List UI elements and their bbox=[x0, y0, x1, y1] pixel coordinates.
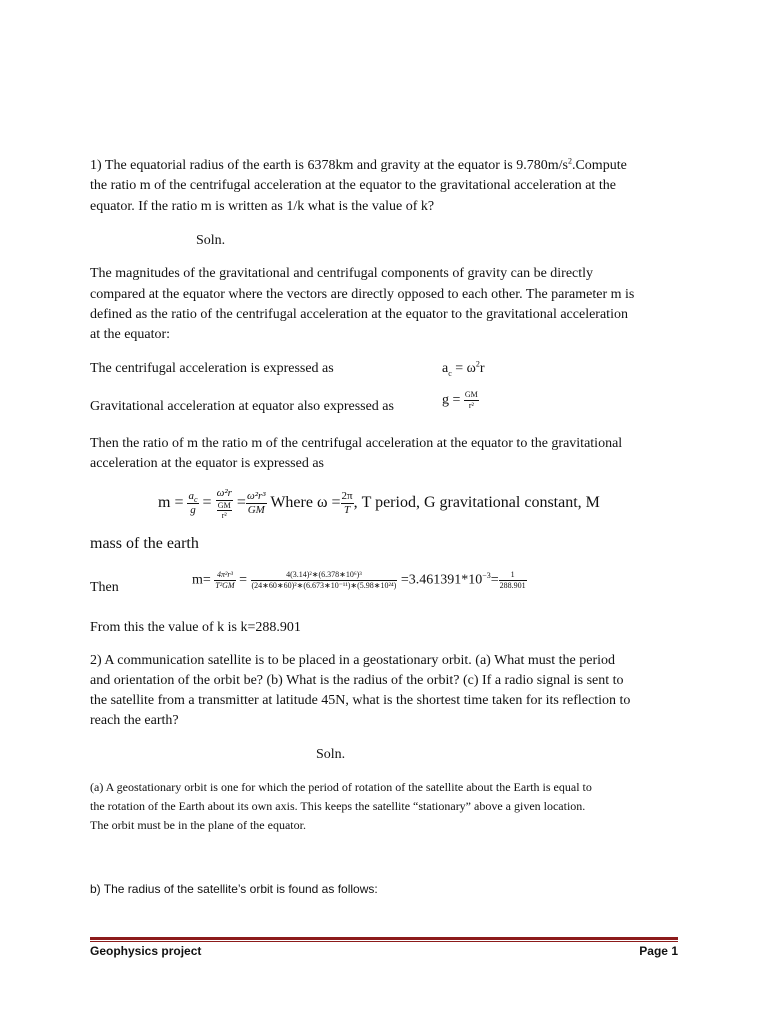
centrifugal-text: The centrifugal acceleration is expressed as bbox=[90, 361, 334, 376]
part-a-line-2: the rotation of the Earth about its own axis. This keeps the satellite “stationary” above a given location. bbox=[90, 799, 586, 813]
part-a-line-3: The orbit must be in the plane of the equator. bbox=[90, 818, 306, 832]
q2-soln: Soln. bbox=[316, 747, 346, 762]
q2-line-1: 2) A communication satellite is to be placed in a geostationary orbit. (a) What must the period bbox=[90, 653, 615, 668]
footer-rule bbox=[90, 937, 678, 940]
part-b: b) The radius of the satellite’s orbit is found as follows: bbox=[90, 882, 378, 896]
centrifugal-formula: $a_c = \omega^2r$ bbox=[442, 359, 485, 378]
intro-line-1: The magnitudes of the gravitational and centrifugal components of gravity can be directly bbox=[90, 266, 594, 281]
q1-line-1: 1) The equatorial radius of the earth is 6378km and gravity at the equator is $9.780m/s^2.Compute$ bbox=[90, 156, 627, 173]
intro-line-2: compared at the equator where the vectors are directly opposed to each other. The parameter m is bbox=[90, 287, 635, 302]
q1-line-3: equator. If the ratio m is written as 1/k what is the value of k? bbox=[90, 199, 435, 214]
q1-line-2: the ratio m of the centrifugal acceleration at the equator to the gravitational acceleration at the bbox=[90, 178, 616, 193]
intro-line-4: at the equator: bbox=[90, 327, 171, 342]
gravitational-text: Gravitational acceleration at equator also expressed as bbox=[90, 399, 394, 414]
k-value: From this the value of k is k=288.901 bbox=[90, 620, 301, 635]
then-equation: m= $\frac{\text{4π²r³}}{\text{T²GM}}$ = $\frac{\text{4(3.14)²∗(6.378∗10⁶)³}}{\text{(24∗60∗60)²∗(6.673∗10⁻¹¹)∗(5.98∗10²⁴)}}$ $=3.461391*10^{-3}=$ $\frac{1}{288.901}$ bbox=[192, 570, 526, 590]
ratio-line-2: acceleration at the equator is expressed as bbox=[90, 456, 325, 471]
footer-rule-thin bbox=[90, 941, 678, 942]
footer-page-number: Page 1 bbox=[639, 944, 678, 958]
main-equation: m = $\frac{a_c}{g}$ = $\frac{\text{ω²r}}{\frac{GM}{\text{r²}}}$ = $\frac{\text{ω²r³}}{GM}$ Where ω = $\frac{2\pi}{T}$ , T period, G gravitational constant, M bbox=[158, 487, 600, 520]
footer-title: Geophysics project bbox=[90, 944, 202, 958]
q2-line-2: and orientation of the orbit be? (b) What is the radius of the orbit? (c) If a radio signal is sent to bbox=[90, 673, 624, 688]
main-equation-cont: mass of the earth bbox=[90, 535, 199, 552]
q1-soln: Soln. bbox=[196, 233, 226, 248]
q2-line-3: the satellite from a transmitter at latitude 45N, what is the shortest time taken for its reflection to bbox=[90, 693, 631, 708]
gravitational-formula: g = $\frac{GM}{\text{r²}}$ bbox=[442, 390, 478, 410]
then-label: Then bbox=[90, 580, 119, 595]
ratio-line-1: Then the ratio of m the ratio m of the centrifugal acceleration at the equator to the gravitational bbox=[90, 436, 623, 451]
part-a-line-1: (a) A geostationary orbit is one for which the period of rotation of the satellite about the Earth is equal to bbox=[90, 780, 592, 794]
q2-line-4: reach the earth? bbox=[90, 713, 179, 728]
intro-line-3: defined as the ratio of the centrifugal acceleration at the equator to the gravitational acceleration bbox=[90, 307, 628, 322]
